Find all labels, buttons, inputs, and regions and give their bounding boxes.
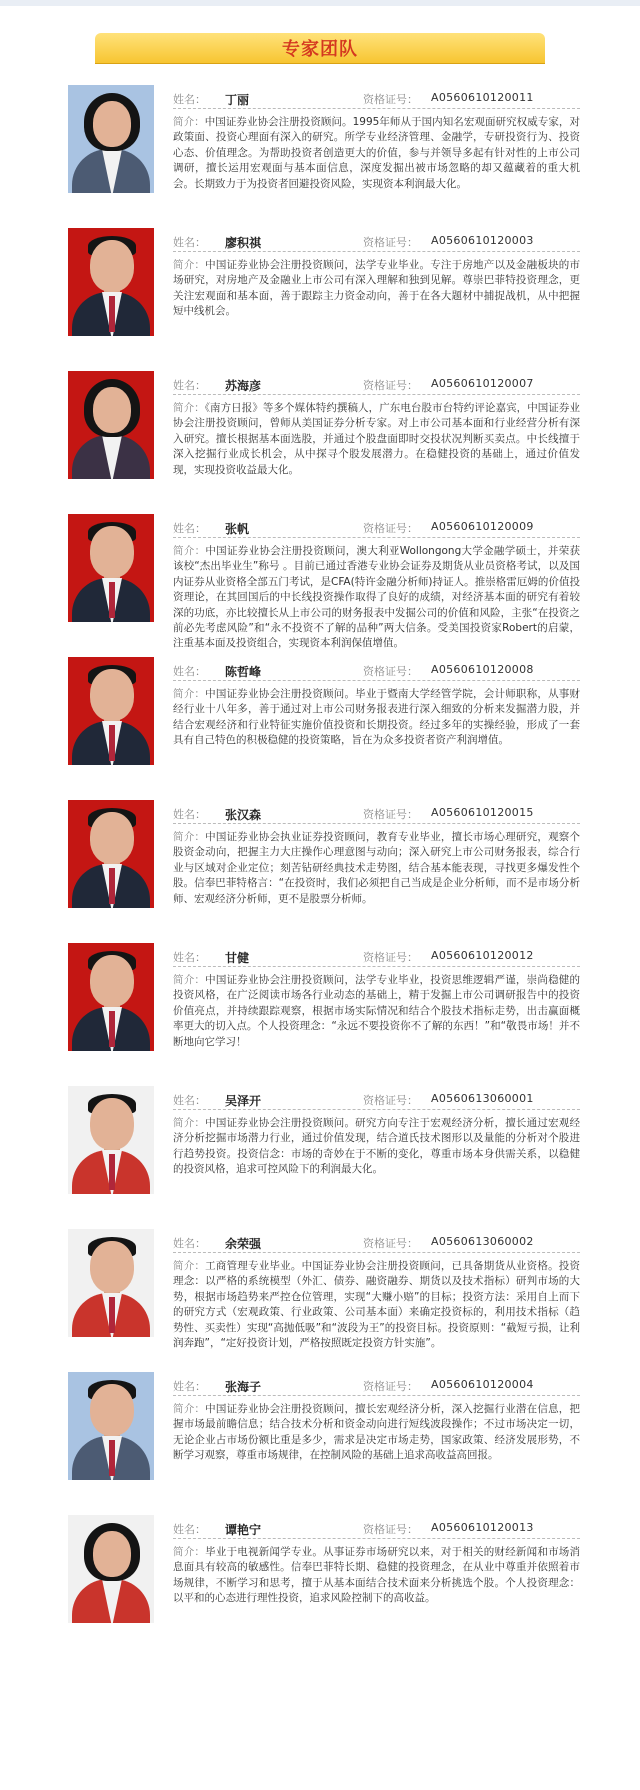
name-label: 姓名： xyxy=(173,379,206,392)
bio-text: 中国证券业协会注册投资顾问，法学专业毕业。专注于房地产以及金融板块的市场研究，对房地产及金融业上市公司有深入理解和独到见解。尊崇巴菲特投资理念，更关注宏观面和基本面，善于跟踪主力资金动向，善于在各大题材中捕捉战机，从中把握短中线机会。 xyxy=(173,259,581,318)
expert-bio xyxy=(173,687,580,749)
bio-text: 中国证券业协会注册投资顾问。毕业于暨南大学经管学院，会计师职称，从事财经行业十八年多，善于通过对上市公司财务报表进行深入细致的分析来发掘潜力股，并结合宏观经济和行业特征实施价值投资和长期投资。经过多年的实操经验，形成了一套具有自己特色的积极稳健的投资策略，旨在为众多投资者资产利润增值。 xyxy=(173,688,581,747)
expert-meta xyxy=(173,234,580,250)
expert-bio xyxy=(173,258,580,320)
name-label: 姓名： xyxy=(173,808,206,821)
expert-bio xyxy=(173,973,580,1050)
expert-meta xyxy=(173,663,580,679)
section-title: 专家团队 xyxy=(282,39,358,60)
bio-text: 毕业于电视新闻学专业。从事证券市场研究以来，对于相关的财经新闻和市场消息面具有较高的敏感性。信奉巴菲特长期、稳健的投资理念，在从业中尊重并依照着市场规律，不断学习和思考，擅于从基本面结合技术面来分析挑选个股。个人投资理念：以平和的心态进行理性投资，追求风险控制下的高收益。 xyxy=(173,1546,581,1605)
expert-cert-number: A0560610120009 xyxy=(431,520,534,533)
expert-bio xyxy=(173,1116,580,1178)
expert-name: 张海子 xyxy=(225,1380,262,1394)
bio-label: 简介： xyxy=(173,259,206,271)
expert-card xyxy=(60,1515,580,1658)
dashed-divider xyxy=(173,251,580,252)
bio-label: 简介： xyxy=(173,688,206,700)
expert-photo xyxy=(68,371,154,479)
expert-name: 张帆 xyxy=(225,522,250,536)
expert-card xyxy=(60,1229,580,1372)
expert-meta xyxy=(173,1235,580,1251)
cert-label: 资格证号： xyxy=(363,665,418,678)
bio-text: 工商管理专业毕业。中国证券业协会注册投资顾问，已具备期货从业资格。投资理念：以严格的系统模型（外汇、债券、融资融券、期货以及技术指标）研判市场的大势，根据市场趋势来严控仓位管理，实现“大赚小赔”的目标；投资方法：采用自上而下的研究方式（宏观政策、行业政策、公司基本面）来确定投资标的，利用技术指标（趋势性、买卖性）实现“高抛低吸”和“波段为王”的投资目标。投资原则：“截短亏损，让利润奔跑”，“定好投资计划，严格按照既定投资方针实施”。 xyxy=(173,1260,581,1350)
top-band xyxy=(0,0,640,6)
expert-cert-number: A0560610120013 xyxy=(431,1521,534,1534)
expert-list xyxy=(60,85,580,1658)
dashed-divider xyxy=(173,537,580,538)
expert-photo xyxy=(68,657,154,765)
expert-bio xyxy=(173,830,580,907)
cert-label: 资格证号： xyxy=(363,379,418,392)
expert-card xyxy=(60,1086,580,1229)
expert-name: 苏海彦 xyxy=(225,379,262,393)
expert-photo xyxy=(68,1515,154,1623)
expert-card xyxy=(60,800,580,943)
expert-photo xyxy=(68,800,154,908)
expert-bio xyxy=(173,544,580,652)
expert-photo xyxy=(68,514,154,622)
cert-label: 资格证号： xyxy=(363,1094,418,1107)
bio-label: 简介： xyxy=(173,402,205,414)
expert-cert-number: A0560610120004 xyxy=(431,1378,534,1391)
section-header xyxy=(95,33,545,64)
name-label: 姓名： xyxy=(173,236,206,249)
expert-cert-number: A0560613060002 xyxy=(431,1235,534,1248)
expert-name: 丁丽 xyxy=(225,93,250,107)
expert-meta xyxy=(173,1521,580,1537)
cert-label: 资格证号： xyxy=(363,1523,418,1536)
expert-bio xyxy=(173,1259,580,1351)
dashed-divider xyxy=(173,966,580,967)
dashed-divider xyxy=(173,823,580,824)
expert-card xyxy=(60,1372,580,1515)
expert-cert-number: A0560610120012 xyxy=(431,949,534,962)
expert-card xyxy=(60,228,580,371)
expert-name: 陈哲峰 xyxy=(225,665,262,679)
name-label: 姓名： xyxy=(173,1380,206,1393)
name-label: 姓名： xyxy=(173,522,206,535)
expert-photo xyxy=(68,943,154,1051)
expert-card xyxy=(60,371,580,514)
bio-label: 简介： xyxy=(173,116,205,128)
expert-meta xyxy=(173,1378,580,1394)
cert-label: 资格证号： xyxy=(363,522,418,535)
cert-label: 资格证号： xyxy=(363,93,418,106)
bio-text: 中国证券业协会注册投资顾问，澳大利亚Wollongong大学金融学硕士，并荣获该校“杰出毕业生”称号 。目前已通过香港专业协会证券及期货从业员资格考试，以及国内证券从业资格全部五门考试，是CFA(特许金融分析师)持证人。推崇格雷厄姆的价值投资理论，在其回国后的中长线投资操作取得了良好的成绩，对经济基本面的研究有着较深的功底，亦比较擅长从上市公司的财务报表中发掘公司的价值和风险，主张“在投资之前必先考虑风险”和“永不投资不了解的品种”两大信条。受美国投资家Robert的启蒙，注重基本面及投资组合，实现资本利润保值增值。 xyxy=(173,545,580,650)
cert-label: 资格证号： xyxy=(363,951,418,964)
bio-label: 简介： xyxy=(173,1117,206,1129)
expert-name: 甘健 xyxy=(225,951,250,965)
cert-label: 资格证号： xyxy=(363,236,418,249)
expert-card xyxy=(60,85,580,228)
expert-meta xyxy=(173,1092,580,1108)
expert-meta xyxy=(173,520,580,536)
expert-card xyxy=(60,657,580,800)
name-label: 姓名： xyxy=(173,665,206,678)
bio-label: 简介： xyxy=(173,831,206,843)
expert-meta xyxy=(173,949,580,965)
expert-photo xyxy=(68,1372,154,1480)
bio-text: 中国证券业协会注册投资顾问。研究方向专注于宏观经济分析，擅长通过宏观经济分析挖掘市场潜力行业，通过价值发现，结合道氏技术图形以及量能的分析对个股进行趋势投资。投资信念：市场的奇妙在于不断的变化，尊重市场本身供需关系，以稳健的投资风格，追求可控风险下的利润最大化。 xyxy=(173,1117,581,1176)
cert-label: 资格证号： xyxy=(363,1380,418,1393)
expert-cert-number: A0560610120003 xyxy=(431,234,534,247)
expert-bio xyxy=(173,115,580,192)
expert-cert-number: A0560610120008 xyxy=(431,663,534,676)
dashed-divider xyxy=(173,1538,580,1539)
cert-label: 资格证号： xyxy=(363,808,418,821)
dashed-divider xyxy=(173,394,580,395)
expert-name: 张汉森 xyxy=(225,808,262,822)
bio-text: 中国证券业协会执业证券投资顾问，教育专业毕业，擅长市场心理研究，观察个股资金动向，把握主力大庄操作心理意图与动向；深入研究上市公司财务报表，综合行业与区域对企业定位；刻苦钻研经典技术走势图，结合基本能表现，寻找更多爆发性个股。信奉巴菲特格言：“在投资时，我们必须把自己当成是企业分析师，而不是市场分析师、宏观经济分析师，更不是股票分析师。 xyxy=(173,831,581,905)
expert-name: 谭艳宁 xyxy=(225,1523,262,1537)
expert-bio xyxy=(173,1402,580,1464)
dashed-divider xyxy=(173,108,580,109)
bio-label: 简介： xyxy=(173,1546,206,1558)
expert-cert-number: A0560610120011 xyxy=(431,91,534,104)
expert-card xyxy=(60,514,580,657)
bio-text: 《南方日报》等多个媒体特约撰稿人，广东电台股市台特约评论嘉宾，中国证券业协会注册投资顾问，曾师从美国证券分析专家。对上市公司基本面和行业经营分析有深入研究。擅长根据基本面选股，并通过个股盘面即时交投状况判断买卖点。中长线擅于深入挖掘行业成长机会，从中探寻个股发展潜力。在稳健投资的基础上，通过价值发现，实现投资收益最大化。 xyxy=(173,402,581,476)
expert-photo xyxy=(68,85,154,193)
expert-bio xyxy=(173,1545,580,1607)
expert-photo xyxy=(68,228,154,336)
expert-meta xyxy=(173,806,580,822)
bio-text: 中国证券业协会注册投资顾问，擅长宏观经济分析，深入挖掘行业潜在信息，把握市场最前瞻信息；结合技术分析和资金动向进行短线波段操作；不过市场决定一切，无论企业占市场份额比重是多少，需求是决定市场走势，国家政策、经济发展形势，不断学习观察，尊重市场规律，在控制风险的基础上追求高收益高回报。 xyxy=(173,1403,581,1462)
dashed-divider xyxy=(173,680,580,681)
expert-card xyxy=(60,943,580,1086)
expert-name: 余荣强 xyxy=(225,1237,262,1251)
expert-photo xyxy=(68,1229,154,1337)
name-label: 姓名： xyxy=(173,951,206,964)
name-label: 姓名： xyxy=(173,1237,206,1250)
dashed-divider xyxy=(173,1252,580,1253)
expert-cert-number: A0560610120007 xyxy=(431,377,534,390)
name-label: 姓名： xyxy=(173,93,206,106)
bio-label: 简介： xyxy=(173,974,206,986)
dashed-divider xyxy=(173,1395,580,1396)
expert-meta xyxy=(173,91,580,107)
bio-label: 简介： xyxy=(173,1260,206,1272)
expert-bio xyxy=(173,401,580,478)
bio-text: 中国证券业协会注册投资顾问。1995年师从于国内知名宏观面研究权威专家，对政策面、投资心理面有深入的研究。所学专业经济管理、金融学，专研投资行为、投资心态、价值理念。为帮助投资者创造更大的价值，参与并领导多起有针对性的上市公司调研，擅长运用宏观面与基本面信息，深度发掘出被市场忽略的却又蕴藏着的重大机会。长期致力于为投资者回避投资风险，实现资本利润最大化。 xyxy=(173,116,581,190)
name-label: 姓名： xyxy=(173,1523,206,1536)
expert-name: 廖积祺 xyxy=(225,236,262,250)
expert-meta xyxy=(173,377,580,393)
name-label: 姓名： xyxy=(173,1094,206,1107)
cert-label: 资格证号： xyxy=(363,1237,418,1250)
bio-text: 中国证券业协会注册投资顾问，法学专业毕业，投资思维逻辑严谨，崇尚稳健的投资风格，在广泛阅读市场各行业动态的基础上，精于发掘上市公司调研报告中的投资价值亮点，并持续跟踪观察，根据市场实际情况和结合个股技术指标走势，出击赢面概率更大的切入点。个人投资理念：“永远不要投资你不了解的东西！”和“敬畏市场！并不断地向它学习！ xyxy=(173,974,581,1048)
dashed-divider xyxy=(173,1109,580,1110)
expert-cert-number: A0560610120015 xyxy=(431,806,534,819)
bio-label: 简介： xyxy=(173,1403,206,1415)
expert-name: 吴泽开 xyxy=(225,1094,262,1108)
bio-label: 简介： xyxy=(173,545,206,557)
expert-photo xyxy=(68,1086,154,1194)
expert-cert-number: A0560613060001 xyxy=(431,1092,534,1105)
